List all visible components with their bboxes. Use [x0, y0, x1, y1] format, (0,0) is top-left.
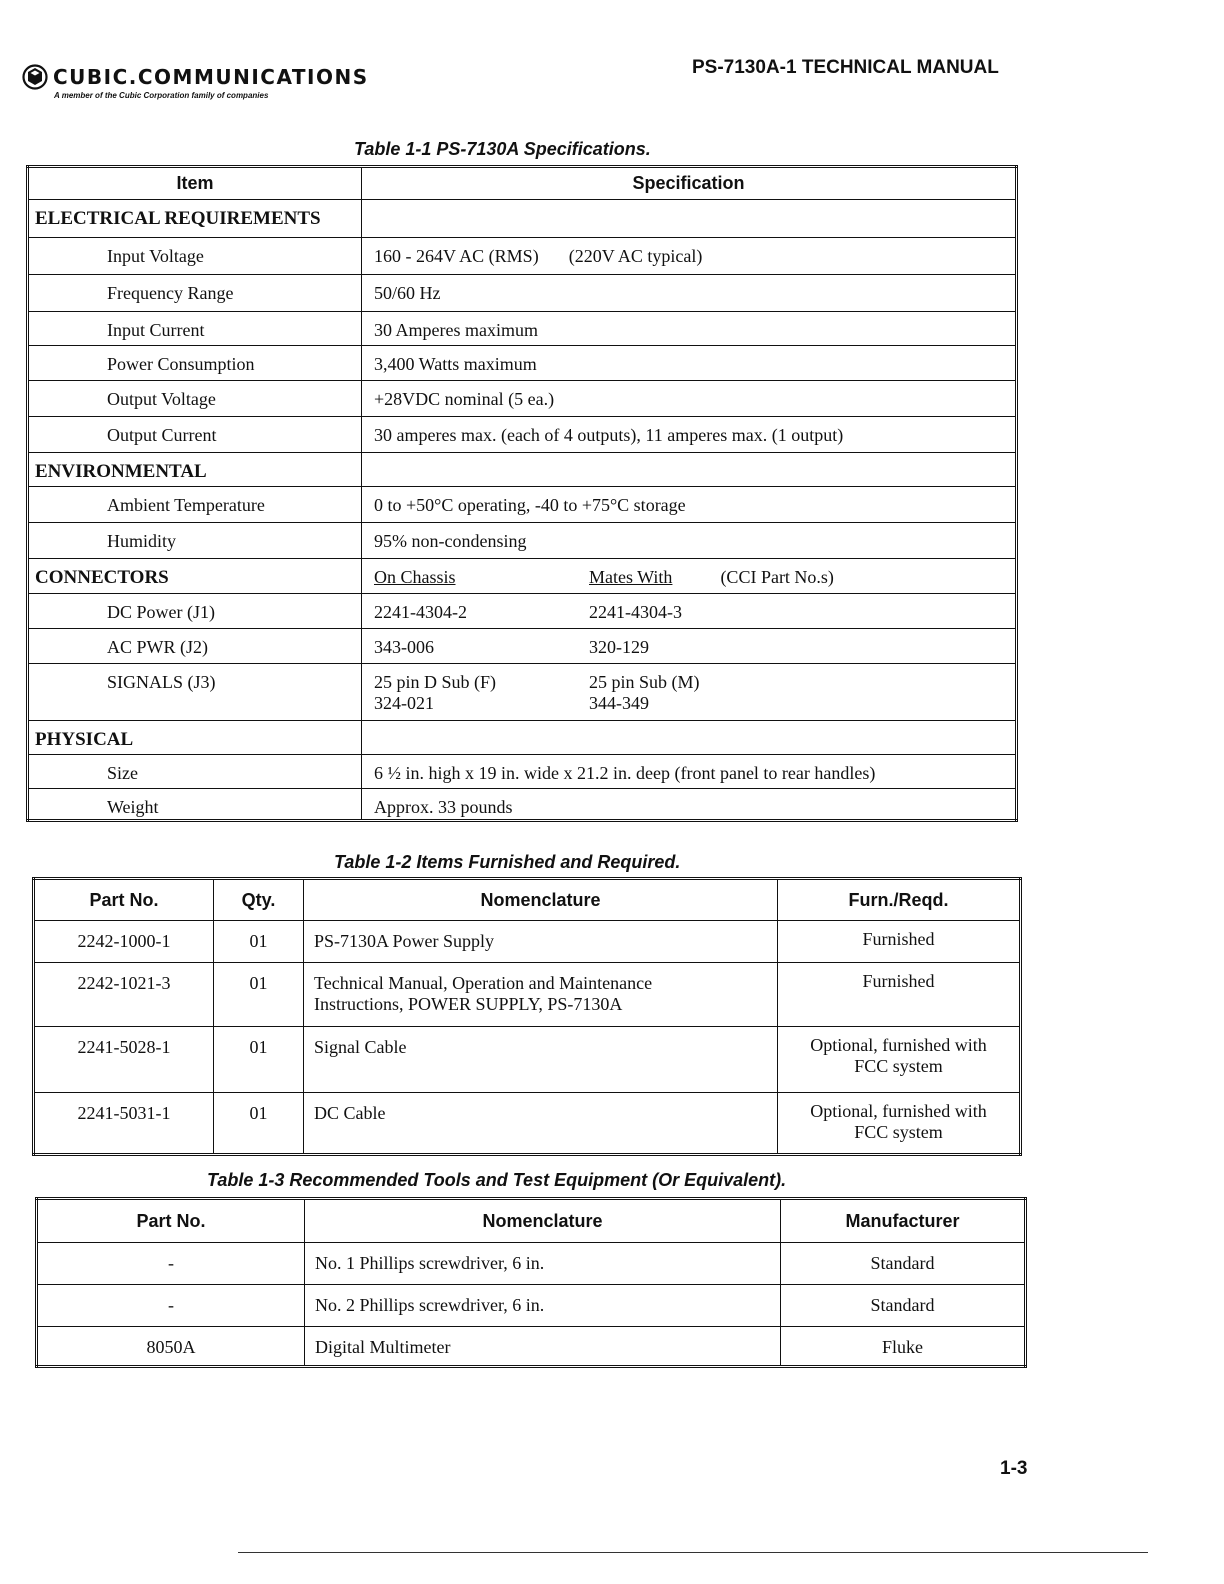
header-furn-reqd: Furn./Reqd. — [778, 879, 1021, 921]
spec-value: Approx. 33 pounds — [362, 789, 1017, 821]
spec-value: 3,400 Watts maximum — [362, 346, 1017, 381]
spec-label: DC Power (J1) — [28, 594, 362, 629]
spec-value: 0 to +50°C operating, -40 to +75°C storage — [362, 487, 1017, 523]
spec-label: Input Voltage — [28, 238, 362, 275]
nomenclature: PS-7130A Power Supply — [304, 921, 778, 963]
header-item: Item — [28, 167, 362, 200]
spec-value: 30 amperes max. (each of 4 outputs), 11 amperes max. (1 output) — [362, 417, 1017, 453]
header-specification: Specification — [362, 167, 1017, 200]
part-number: 2241-5031-1 — [34, 1093, 214, 1155]
category-physical: PHYSICAL — [28, 721, 362, 755]
table-row — [28, 238, 1017, 275]
table-row — [28, 721, 1017, 755]
quantity: 01 — [214, 1093, 304, 1155]
table-row — [28, 664, 1017, 721]
category-environmental: ENVIRONMENTAL — [28, 453, 362, 487]
part-number: 2241-5028-1 — [34, 1027, 214, 1093]
page-number: 1-3 — [1000, 1458, 1028, 1479]
table-row — [28, 417, 1017, 453]
table-row — [37, 1243, 1026, 1285]
spec-label: Size — [28, 755, 362, 789]
chassis-part: 2241-4304-2 — [374, 602, 467, 622]
logo-text: CUBIC.COMMUNICATIONS — [53, 65, 369, 89]
table-header-row — [28, 167, 1017, 200]
furnished-status: Optional, furnished with FCC system — [778, 1027, 1021, 1093]
chassis-part: 324-021 — [374, 693, 434, 713]
chassis-part: 343-006 — [374, 637, 434, 657]
category-connectors: CONNECTORS — [28, 559, 362, 594]
spec-label: AC PWR (J2) — [28, 629, 362, 664]
table-row — [28, 200, 1017, 238]
cubic-logo-icon — [22, 64, 48, 90]
header-part-no: Part No. — [37, 1199, 305, 1243]
nomenclature: Digital Multimeter — [305, 1327, 781, 1367]
spec-label: Input Current — [28, 312, 362, 346]
table-row — [28, 312, 1017, 346]
spec-value: 160 - 264V AC (RMS) — [374, 246, 539, 266]
items-furnished-table — [32, 877, 1022, 1156]
spec-label: Frequency Range — [28, 275, 362, 312]
bottom-divider — [238, 1552, 1148, 1553]
table3-caption: Table 1-3 Recommended Tools and Test Equipment (Or Equivalent). — [207, 1170, 787, 1190]
furnished-status: Furnished — [778, 963, 1021, 1027]
table-row — [34, 1027, 1021, 1093]
table-row — [28, 346, 1017, 381]
nomenclature: Technical Manual, Operation and Maintenance Instructions, POWER SUPPLY, PS-7130A — [304, 963, 778, 1027]
table2-caption: Table 1-2 Items Furnished and Required. — [334, 852, 681, 872]
spec-note: (220V AC typical) — [568, 246, 703, 266]
manufacturer: Standard — [781, 1285, 1026, 1327]
spec-value: 95% non-condensing — [362, 523, 1017, 559]
spec-label: Power Consumption — [28, 346, 362, 381]
table-row — [28, 629, 1017, 664]
header-nomenclature: Nomenclature — [304, 879, 778, 921]
spec-label: Ambient Temperature — [28, 487, 362, 523]
table-header-row — [34, 879, 1021, 921]
spec-label: SIGNALS (J3) — [28, 664, 362, 721]
table-row — [28, 381, 1017, 417]
header-part-no: Part No. — [34, 879, 214, 921]
specifications-table — [26, 165, 1018, 822]
part-number: 8050A — [37, 1327, 305, 1367]
mates-part: 344-349 — [589, 693, 649, 713]
manufacturer: Fluke — [781, 1327, 1026, 1367]
table-row — [37, 1327, 1026, 1367]
header-nomenclature: Nomenclature — [305, 1199, 781, 1243]
nomenclature: No. 2 Phillips screwdriver, 6 in. — [305, 1285, 781, 1327]
table-row — [28, 594, 1017, 629]
category-electrical: ELECTRICAL REQUIREMENTS — [28, 200, 362, 238]
table-row — [37, 1285, 1026, 1327]
header-manufacturer: Manufacturer — [781, 1199, 1026, 1243]
table-row — [34, 1093, 1021, 1155]
spec-label: Output Voltage — [28, 381, 362, 417]
quantity: 01 — [214, 1027, 304, 1093]
part-number: 2242-1000-1 — [34, 921, 214, 963]
table-row — [28, 559, 1017, 594]
tools-equipment-table — [35, 1197, 1027, 1368]
table-row — [28, 523, 1017, 559]
table-row — [28, 453, 1017, 487]
table-row — [34, 963, 1021, 1027]
header-qty: Qty. — [214, 879, 304, 921]
quantity: 01 — [214, 963, 304, 1027]
spec-value: 6 ½ in. high x 19 in. wide x 21.2 in. deep (front panel to rear handles) — [362, 755, 1017, 789]
table-header-row — [37, 1199, 1026, 1243]
furnished-status: Furnished — [778, 921, 1021, 963]
chassis-part: 25 pin D Sub (F) — [374, 672, 497, 692]
column-on-chassis: On Chassis — [374, 567, 456, 587]
table-row — [28, 789, 1017, 821]
part-number: - — [37, 1243, 305, 1285]
spec-label: Weight — [28, 789, 362, 821]
table-row — [28, 275, 1017, 312]
spec-value: +28VDC nominal (5 ea.) — [362, 381, 1017, 417]
logo-tagline: A member of the Cubic Corporation family of companies — [54, 91, 269, 100]
quantity: 01 — [214, 921, 304, 963]
table-row — [28, 487, 1017, 523]
part-number: - — [37, 1285, 305, 1327]
manufacturer: Standard — [781, 1243, 1026, 1285]
mates-part: 2241-4304-3 — [589, 602, 682, 622]
part-number: 2242-1021-3 — [34, 963, 214, 1027]
spec-value: 30 Amperes maximum — [362, 312, 1017, 346]
nomenclature: DC Cable — [304, 1093, 778, 1155]
nomenclature: Signal Cable — [304, 1027, 778, 1093]
column-cci-part-note: (CCI Part No.s) — [720, 567, 834, 587]
table-row — [28, 755, 1017, 789]
column-mates-with: Mates With — [589, 567, 673, 587]
nomenclature: No. 1 Phillips screwdriver, 6 in. — [305, 1243, 781, 1285]
spec-label: Output Current — [28, 417, 362, 453]
mates-part: 320-129 — [589, 637, 649, 657]
spec-label: Humidity — [28, 523, 362, 559]
company-logo — [22, 64, 369, 100]
table1-caption: Table 1-1 PS-7130A Specifications. — [354, 139, 651, 159]
furnished-status: Optional, furnished with FCC system — [778, 1093, 1021, 1155]
manual-title: PS-7130A-1 TECHNICAL MANUAL — [692, 57, 999, 78]
table-row — [34, 921, 1021, 963]
spec-value: 50/60 Hz — [362, 275, 1017, 312]
mates-part: 25 pin Sub (M) — [589, 672, 700, 692]
